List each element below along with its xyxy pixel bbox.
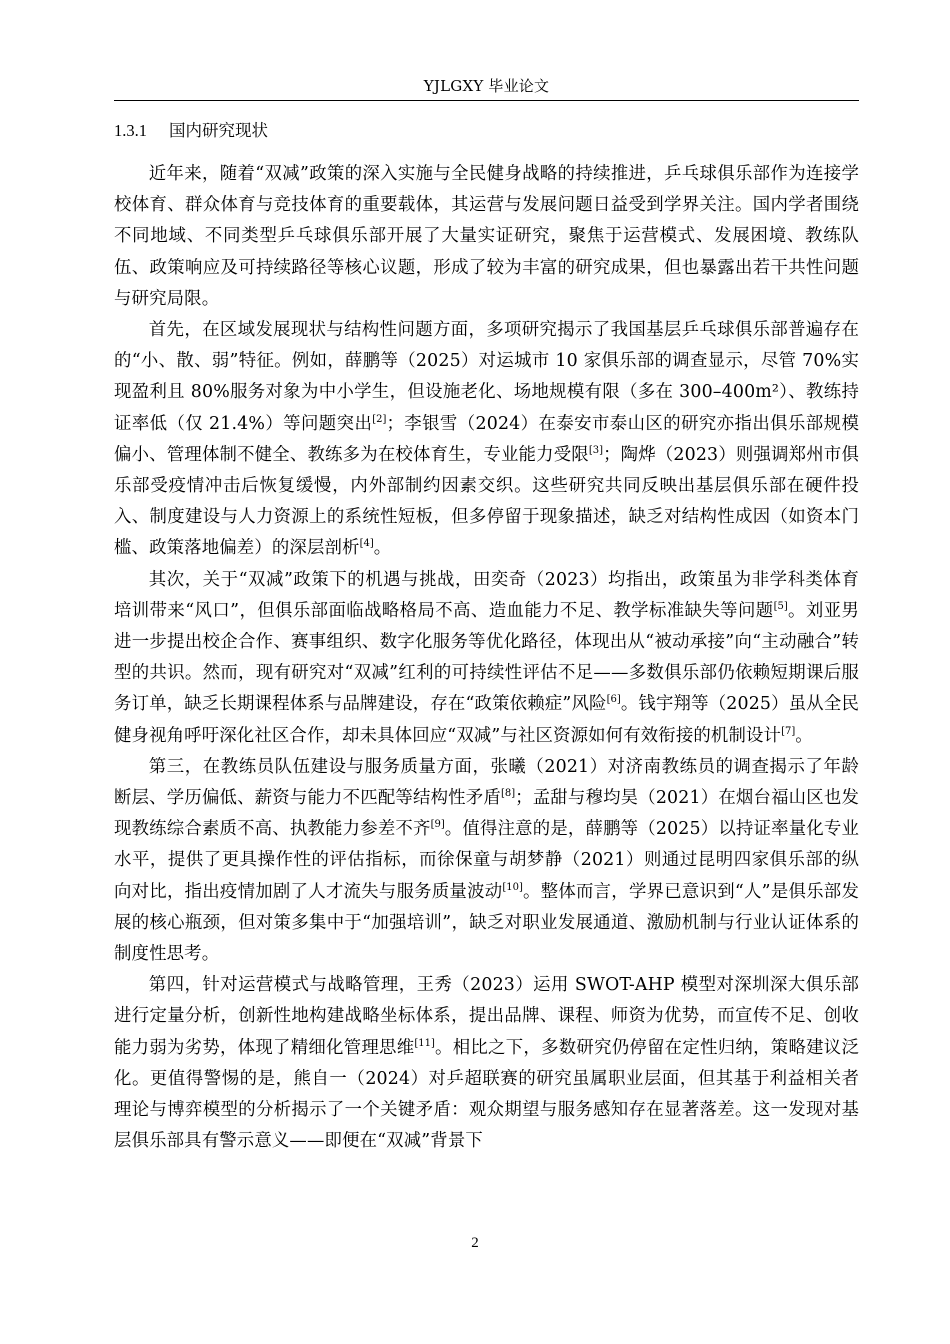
paragraph-operations: [114, 970, 859, 1157]
paragraph-intro: [114, 159, 859, 315]
paragraph-text: 。相比之下，多数研究仍停留在定性归纳，策略建议泛化。更值得警惕的是，熊自一（2024）对乒超联赛的研究虽属职业层面，但其基于利益相关者理论与博弈模型的分析揭示了一个关键矛盾：观众期望与服务感知存在显著落差。这一发现对基层俱乐部具有警示意义——即便在“双减”背景下: [114, 1037, 859, 1152]
paragraph-text: 第三，在教练员队伍建设与服务质量方面，张曦（2021）对济南教练员的调查揭示了年龄断层、学历偏低、薪资与能力不匹配等结构性矛盾: [114, 756, 859, 809]
citation-ref: [5]: [773, 600, 788, 612]
paragraph-text: ；李银雪（2024）在泰安市泰山区的研究亦指出俱乐部规模偏小、管理体制不健全、教练多为在校体育生，专业能力受限: [114, 413, 859, 465]
citation-ref: [11]: [414, 1037, 435, 1049]
paragraph-text: 。刘亚男进一步提出校企合作、赛事组织、数字化服务等优化路径，体现出从“被动承接”向“主动融合”转型的共识。然而，现有研究对“双减”红利的可持续性评估不足——多数俱乐部仍依赖短期课后服务订单，缺乏长期课程体系与品牌建设，存在“政策依赖症”风险: [114, 600, 859, 715]
citation-ref: [9]: [430, 819, 445, 831]
section-number: 1.3.1: [114, 121, 147, 140]
paragraph-text: 近年来，随着“双减”政策的深入实施与全民健身战略的持续推进，乒乓球俱乐部作为连接学校体育、群众体育与竞技体育的重要载体，其运营与发展问题日益受到学界关注。国内学者围绕不同地域、不同类型乒乓球俱乐部开展了大量实证研究，聚焦于运营模式、发展困境、教练队伍、政策响应及可持续路径等核心议题，形成了较为丰富的研究成果，但也暴露出若干共性问题与研究局限。: [114, 164, 859, 309]
paragraph-regional-status: [114, 315, 859, 565]
paragraph-text: ；孟甜与穆均昊（2021）在烟台福山区也发现教练综合素质不高、执教能力参差不齐: [114, 788, 859, 840]
citation-ref: [2]: [372, 413, 387, 425]
citation-ref: [10]: [502, 881, 523, 893]
paragraph-coaches: [114, 752, 859, 970]
body-text: [114, 159, 859, 1158]
paragraph-text: 第四，针对运营模式与战略管理，王秀（2023）运用 SWOT-AHP 模型对深圳深大俱乐部进行定量分析，创新性地构建战略坐标体系，提出品牌、课程、师资为优势，而宣传不足、创收能力弱为劣势，体现了精细化管理思维: [114, 975, 859, 1058]
header-rule: [114, 100, 859, 101]
paragraph-text: 。钱宇翔等（2025）虽从全民健身视角呼吁深化社区合作，却未具体回应“双减”与社区资源如何有效衔接的机制设计: [114, 694, 859, 746]
paragraph-text: 其次，关于“双减”政策下的机遇与挑战，田奕奇（2023）均指出，政策虽为非学科类体育培训带来“风口”，但俱乐部面临战略格局不高、造血能力不足、教学标准缺失等问题: [114, 569, 859, 621]
paragraph-text: 。: [795, 725, 813, 746]
citation-ref: [3]: [588, 444, 604, 456]
citation-ref: [8]: [500, 788, 516, 800]
paragraph-text: 。: [373, 538, 392, 559]
citation-ref: [4]: [359, 538, 374, 550]
paragraph-text: 。整体而言，学界已意识到“人”是俱乐部发展的核心瓶颈，但对策多集中于“加强培训”，缺乏对职业发展通道、激励机制与行业认证体系的制度性思考。: [114, 881, 859, 965]
section-heading: [114, 120, 859, 142]
paragraph-text: 首先，在区域发展现状与结构性问题方面，多项研究揭示了我国基层乒乓球俱乐部普遍存在的“小、散、弱”特征。例如，薛鹏等（2025）对运城市 10 家俱乐部的调查显示，尽管 70%实现盈利且 80%服务对象为中小学生，但设施老化、场地规模有限（多在 300–400m²）、教练持证率低（仅 21.4%）等问题突出: [114, 320, 859, 434]
paragraph-text: 。值得注意的是，薛鹏等（2025）以持证率量化专业水平，提供了更具操作性的评估指标，而徐保童与胡梦静（2021）则通过昆明四家俱乐部的纵向对比，指出疫情加剧了人才流失与服务质量波动: [114, 819, 859, 902]
page-number: 2: [471, 1235, 479, 1251]
running-header: YJLGXY 毕业论文: [423, 77, 550, 95]
paragraph-double-reduction: [114, 565, 859, 752]
section-title: 国内研究现状: [169, 121, 268, 140]
paragraph-text: ；陶烨（2023）则强调郑州市俱乐部受疫情冲击后恢复缓慢，内外部制约因素交织。这些研究共同反映出基层俱乐部在硬件投入、制度建设与人力资源上的系统性短板，但多停留于现象描述，缺乏对结构性成因（如资本门槛、政策落地偏差）的深层剖析: [114, 444, 859, 559]
citation-ref: [7]: [781, 725, 796, 737]
citation-ref: [6]: [606, 694, 621, 706]
